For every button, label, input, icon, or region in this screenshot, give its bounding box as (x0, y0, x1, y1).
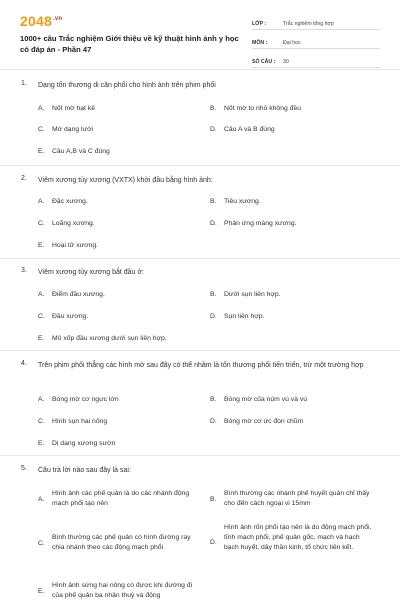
option-letter: D. (210, 126, 217, 133)
question-text: Viêm xương tủy xương (VXTX) khởi đầu bằng hình ảnh: (38, 177, 213, 184)
option-text: Bóng mờ của núm vú và vú (224, 396, 308, 403)
option-letter: D. (210, 313, 217, 320)
question-number: 1. (21, 80, 27, 87)
header-divider (0, 69, 400, 70)
option-letter: C. (38, 220, 45, 227)
option-letter: E. (38, 148, 45, 155)
option-letter: E. (38, 335, 45, 342)
option-letter: E. (38, 242, 45, 249)
option-letter: B. (210, 291, 217, 298)
option-text: Bóng mờ cơ ngực lớn (52, 396, 119, 403)
question-text: Trên phim phổi thẳng các hình mờ sau đây có thể nhầm là tổn thương phổi tiến triển, trừ một trường hợp (38, 362, 364, 369)
option-letter: B. (210, 105, 217, 112)
question-number: 3. (21, 267, 27, 274)
question-text: Dạng tổn thương di căn phổi cho hình ảnh trên phim phổi (38, 82, 216, 89)
option-text: Hình ảnh sừng hai nông có được khi đường đi của phế quản ba nhân thuỳ và động (52, 582, 193, 599)
option-letter: A. (38, 291, 45, 298)
option-letter: A. (38, 105, 45, 112)
option-letter: C. (38, 418, 45, 425)
option-text: Tiêu xương. (224, 198, 261, 205)
option-text: Đặc xương. (52, 198, 88, 205)
option-text: Sụn liên hợp. (224, 313, 265, 320)
option-text: Hình ảnh các phế quản lá do các nhánh động mạch phổi tạo nên (52, 490, 190, 507)
option-letter: D. (210, 220, 217, 227)
option-letter: A. (38, 198, 45, 205)
option-text: Loãng xương. (52, 220, 95, 227)
option-letter: E. (38, 588, 45, 595)
meta-value: 30 (283, 59, 289, 65)
meta-label: MÔN : (252, 40, 268, 46)
option-letter: A. (38, 396, 45, 403)
quiz-meta (252, 14, 380, 71)
option-text: Hình sụn hai nông (52, 418, 108, 425)
option-text: Hình ảnh rốn phổi tạo nên là do động mạch phổi, tĩnh mạch phổi, phế quản gốc, mạch và hạch bạch huyết, dây thần kinh, tổ chức liên kết. (224, 524, 372, 551)
option-letter: A. (38, 496, 45, 503)
option-text: Bóng mờ cơ ức đòn chũm (224, 418, 304, 425)
question-text: Câu trả lời nào sau đây là sai: (38, 467, 131, 474)
question-number: 5. (21, 465, 27, 472)
question-number: 2. (21, 175, 27, 182)
meta-row-subject (252, 33, 380, 49)
site-logo[interactable] (20, 13, 62, 29)
meta-value: Đại học (283, 40, 301, 46)
option-letter: D. (210, 418, 217, 425)
meta-label: SỐ CÂU : (252, 59, 276, 65)
meta-row-count (252, 52, 380, 68)
meta-value: Trắc nghiệm tổng hợp (283, 21, 334, 27)
option-letter: B. (210, 396, 217, 403)
option-letter: E. (38, 440, 45, 447)
option-text: Câu A,B và C đúng (52, 148, 110, 155)
option-letter: B. (210, 496, 217, 503)
option-text: Câu A và B đúng (224, 126, 275, 133)
option-text: Điểm đầu xương. (52, 291, 105, 298)
option-text: Đầu xương. (52, 313, 89, 320)
logo-tld: .vn (52, 16, 63, 23)
option-letter: C. (38, 313, 45, 320)
option-text: Dị dạng xương sườn (52, 440, 116, 447)
option-text: Bình thường các phế quản có hình đường ray chia nhánh theo các động mạch phổi (52, 534, 191, 551)
question-text: Viêm xương tủy xương bắt đầu ở: (38, 269, 144, 276)
option-text: Phản ứng màng xương. (224, 220, 297, 227)
page-header (0, 0, 400, 66)
option-text: Mờ dạng lưới (52, 126, 94, 133)
question-number: 4. (21, 360, 27, 367)
meta-row-class (252, 14, 380, 30)
question-divider (0, 350, 400, 351)
option-text: Nốt mờ to nhỏ không đều (224, 105, 302, 112)
option-text: Mô xốp đầu xương dưới sụn liên hợp. (52, 335, 167, 342)
option-letter: D. (210, 539, 217, 546)
option-text: Nốt mờ hạt kê (52, 105, 95, 112)
option-letter: C. (38, 540, 45, 547)
option-letter: B. (210, 198, 217, 205)
question-divider (0, 455, 400, 456)
option-text: Bình thường các nhánh phế huyết quản chỉ thấy cho đến cách ngoại vi 15mm (224, 490, 370, 507)
option-text: Dưới sụn liên hợp. (224, 291, 281, 298)
question-divider (0, 258, 400, 259)
question-divider (0, 165, 400, 166)
meta-label: LỚP : (252, 21, 267, 27)
option-letter: C. (38, 126, 45, 133)
option-text: Hoại tử xương. (52, 242, 99, 249)
page-title: 1000+ câu Trắc nghiệm Giới thiệu về kỹ thuật hình ảnh y học có đáp án - Phần 47 (20, 34, 239, 54)
logo-text: 2048 (20, 13, 52, 29)
